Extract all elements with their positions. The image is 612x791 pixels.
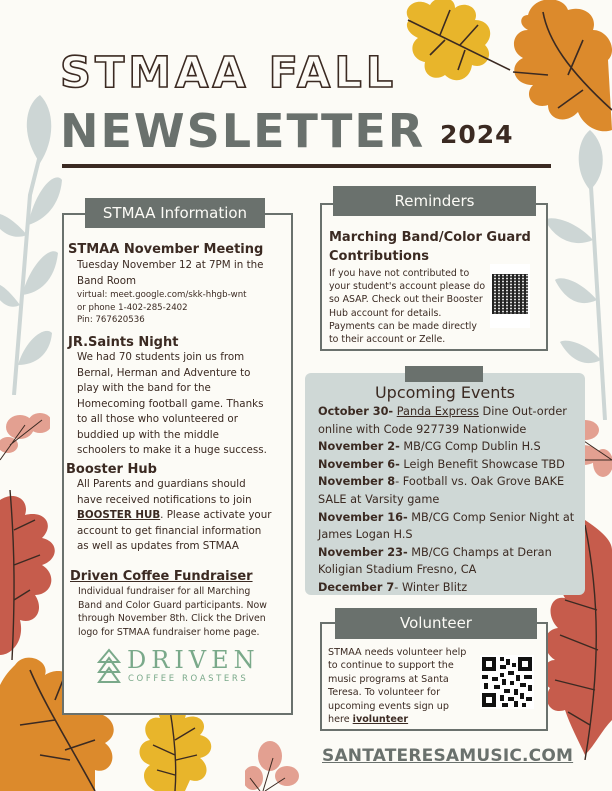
jr-saints-line: play with the band for the bbox=[77, 382, 211, 394]
event-date: November 2- bbox=[318, 440, 400, 454]
driven-line: Individual fundraiser for all Marching bbox=[78, 586, 251, 597]
meeting-phone: or phone 1-402-285-2402 bbox=[77, 302, 188, 313]
event-date: November 16- bbox=[318, 510, 408, 524]
event-item bbox=[318, 544, 580, 579]
title-line-2: NEWSLETTER bbox=[60, 104, 426, 158]
event-text: - Football vs. Oak Grove BAKE SALE at Varsity game bbox=[318, 475, 565, 506]
event-date: November 6- bbox=[318, 457, 400, 471]
tape-decoration bbox=[405, 366, 483, 382]
event-text: MB/CG Comp Senior Night at James Logan H.S bbox=[318, 510, 575, 542]
booster-hub-line: have received notifications to join bbox=[77, 493, 252, 506]
volunteer-banner: Volunteer bbox=[335, 608, 537, 639]
contributions-qr-code[interactable] bbox=[490, 264, 530, 328]
jr-saints-line: Homecoming football game. Thanks bbox=[77, 397, 264, 410]
event-item bbox=[318, 473, 580, 508]
contributions-line: Payments can be made directly bbox=[329, 320, 477, 332]
panda-express-link[interactable]: Panda Express bbox=[396, 405, 479, 418]
meeting-line-1: Tuesday November 12 at 7PM in the bbox=[77, 259, 264, 271]
contributions-title bbox=[329, 228, 531, 266]
reminders-banner: Reminders bbox=[333, 186, 536, 216]
website-link[interactable]: SANTATERESAMUSIC.COM bbox=[322, 746, 574, 766]
driven-line: Band and Color Guard participants. Now bbox=[78, 599, 267, 611]
booster-hub-line: as well as updates from STMAA bbox=[77, 540, 239, 552]
volunteer-body bbox=[328, 646, 478, 726]
event-text: MB/CG Champs at Deran Koligian Stadium Fresno, CA bbox=[318, 545, 552, 577]
contributions-title-line-2: Contributions bbox=[329, 249, 429, 264]
meeting-details bbox=[77, 258, 287, 327]
contributions-line: to their account or Zelle. bbox=[329, 334, 446, 346]
meeting-pin: Pin: 767620536 bbox=[77, 315, 145, 325]
event-date: December 7 bbox=[318, 580, 395, 594]
booster-hub-line bbox=[77, 508, 292, 524]
qr-code-icon bbox=[492, 274, 528, 314]
event-date: November 8 bbox=[318, 475, 396, 489]
volunteer-prefix: here bbox=[328, 714, 353, 726]
driven-logo-subtitle: COFFEE ROASTERS bbox=[128, 674, 249, 684]
contributions-title-line-1: Marching Band/Color Guard bbox=[329, 230, 531, 245]
event-text: Dine Out-order online with Code 927739 Nationwide bbox=[318, 405, 567, 436]
contributions-line: so ASAP. Check out their Booster bbox=[329, 294, 483, 306]
contributions-line: Hub account for details. bbox=[329, 307, 442, 319]
event-item bbox=[318, 579, 580, 597]
driven-fundraiser-title: Driven Coffee Fundraiser bbox=[70, 569, 253, 584]
pink-leaf-cluster-left-icon bbox=[0, 405, 50, 465]
meeting-line-2: Band Room bbox=[77, 274, 137, 287]
ivolunteer-link[interactable]: ivolunteer bbox=[352, 714, 409, 726]
jr-saints-line: to all those who volunteered or bbox=[77, 413, 238, 425]
volunteer-line: upcoming events sign up bbox=[328, 700, 449, 712]
driven-fundraiser-body bbox=[78, 585, 293, 639]
volunteer-qr-code-icon[interactable] bbox=[480, 655, 534, 709]
volunteer-line: to continue to support the bbox=[328, 660, 454, 672]
volunteer-line: music programs at Santa bbox=[328, 673, 449, 685]
event-text: - Winter Blitz bbox=[394, 580, 468, 594]
header-divider bbox=[62, 164, 551, 168]
stmaa-information-banner: STMAA Information bbox=[85, 198, 265, 228]
event-item bbox=[318, 438, 580, 456]
meeting-title: STMAA November Meeting bbox=[68, 242, 264, 257]
meeting-virtual-link[interactable]: virtual: meet.google.com/skk-hhgb-wnt bbox=[77, 290, 247, 300]
orange-oak-leaf-top-icon bbox=[508, 0, 612, 135]
contributions-body bbox=[329, 267, 494, 346]
jr-saints-title: JR.Saints Night bbox=[68, 335, 179, 350]
booster-hub-line: account to get financial information bbox=[77, 524, 262, 537]
events-list bbox=[318, 403, 580, 597]
pink-leaf-cluster-bottom-icon bbox=[245, 738, 300, 791]
driven-triangle-logo-icon bbox=[97, 648, 121, 684]
booster-hub-link[interactable]: BOOSTER HUB bbox=[77, 509, 161, 521]
volunteer-line: Teresa. To volunteer for bbox=[328, 687, 441, 699]
title-line-1: STMAA FALL bbox=[60, 48, 398, 98]
jr-saints-line: buddied up with the middle bbox=[77, 428, 219, 441]
yellow-oak-leaf-top-icon bbox=[400, 0, 515, 85]
volunteer-line bbox=[328, 713, 478, 726]
event-item bbox=[318, 456, 580, 474]
event-date: October 30- bbox=[318, 405, 394, 418]
booster-hub-line-rest: . Please activate your bbox=[160, 509, 272, 521]
title-year: 2024 bbox=[440, 120, 514, 149]
jr-saints-line: We had 70 students join us from bbox=[77, 351, 245, 363]
event-text: Leigh Benefit Showcase TBD bbox=[399, 457, 565, 471]
jr-saints-body bbox=[77, 350, 292, 459]
contributions-line: your student's account please do bbox=[329, 281, 486, 293]
driven-line: through November 8th. Click the Driven bbox=[78, 613, 266, 624]
jr-saints-line: schoolers to make it a huge success. bbox=[77, 444, 267, 456]
booster-hub-body bbox=[77, 477, 292, 555]
driven-logo-word: DRIVEN bbox=[127, 646, 260, 674]
driven-line: logo for STMAA fundraiser home page. bbox=[78, 626, 260, 638]
red-oak-leaf-left-icon bbox=[0, 490, 62, 660]
event-text: MB/CG Comp Dublin H.S bbox=[399, 440, 541, 454]
event-item bbox=[318, 403, 580, 438]
jr-saints-line: Bernal, Herman and Adventure to bbox=[77, 366, 251, 379]
booster-hub-line: All Parents and guardians should bbox=[77, 478, 246, 490]
contributions-line: If you have not contributed to bbox=[329, 268, 470, 279]
booster-hub-title: Booster Hub bbox=[66, 462, 157, 477]
event-date: November 23- bbox=[318, 545, 408, 559]
upcoming-events-title: Upcoming Events bbox=[374, 383, 516, 402]
volunteer-line: STMAA needs volunteer help bbox=[328, 647, 467, 658]
event-item bbox=[318, 509, 580, 544]
